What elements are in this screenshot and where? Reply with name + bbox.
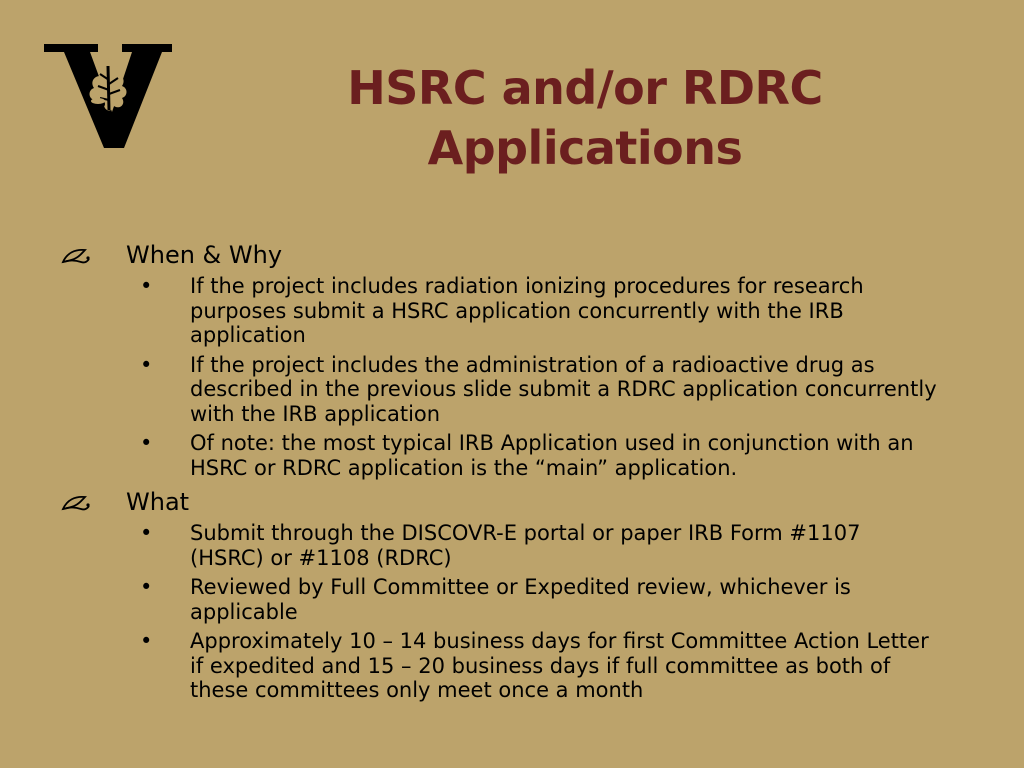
section-label: What — [126, 488, 190, 516]
bullet-dot: • — [140, 629, 153, 653]
title-line-1: HSRC and/or RDRC — [347, 61, 823, 115]
title-line-2: Applications — [427, 121, 743, 175]
bullet-text: Approximately 10 – 14 business days for first Committee Action Letter if expedited and 15 – 20 business days if full committee as both of these committees only meet once a month — [190, 629, 929, 702]
slide-title — [270, 58, 900, 178]
bullet-text: Reviewed by Full Committee or Expedited review, whichever is applicable — [190, 575, 851, 624]
bullet-item — [60, 575, 940, 624]
bullet-dot: • — [140, 431, 153, 455]
section-heading — [60, 485, 960, 519]
bullet-item — [60, 431, 940, 480]
bullet-text: If the project includes radiation ionizing procedures for research purposes submit a HSRC application concurrently with the IRB application — [190, 274, 864, 347]
bullet-list — [60, 521, 960, 703]
bullet-item — [60, 274, 940, 348]
feather-pen-bullet-icon — [60, 492, 92, 514]
bullet-dot: • — [140, 521, 153, 545]
bullet-dot: • — [140, 575, 153, 599]
bullet-text: If the project includes the administration of a radioactive drug as described in the previous slide submit a RDRC application concurrently with the IRB application — [190, 352, 937, 426]
bullet-text: Submit through the DISCOVR-E portal or paper IRB Form #1107 (HSRC) or #1108 (RDRC) — [190, 521, 861, 570]
bullet-item — [60, 353, 940, 427]
bullet-item — [60, 521, 940, 570]
vanderbilt-v-logo — [42, 40, 174, 152]
section-what — [60, 485, 960, 703]
bullet-text: Of note: the most typical IRB Application used in conjunction with an HSRC or RDRC application is the “main” application. — [190, 431, 914, 480]
bullet-dot: • — [140, 274, 153, 298]
section-label: When & Why — [126, 241, 283, 269]
slide-content — [60, 238, 960, 708]
bullet-item — [60, 629, 940, 703]
bullet-dot: • — [140, 352, 153, 377]
feather-pen-bullet-icon — [60, 245, 92, 267]
section-heading — [60, 238, 960, 272]
section-when-why — [60, 238, 960, 480]
bullet-list — [60, 274, 960, 480]
